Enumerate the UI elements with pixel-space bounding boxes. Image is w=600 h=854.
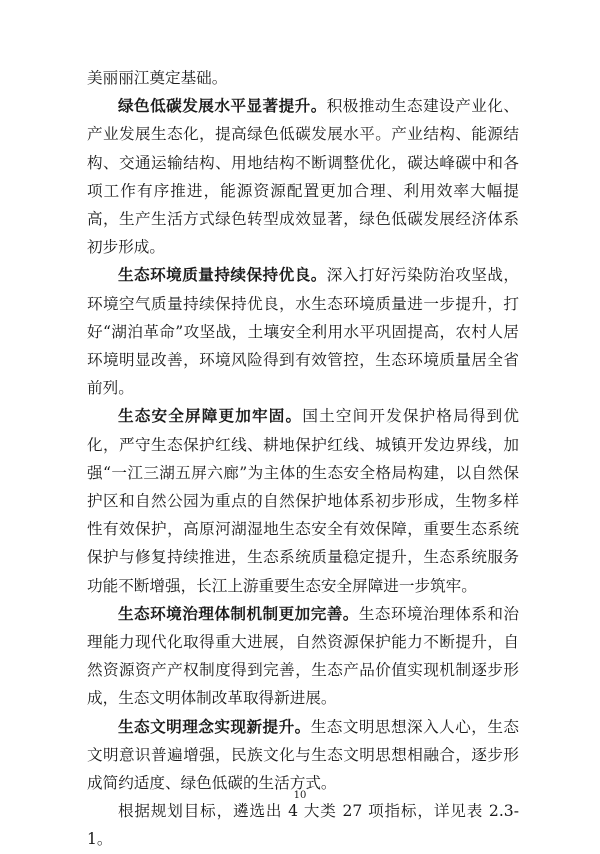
section-heading: 生态文明理念实现新提升。 [118, 716, 311, 736]
section-body: 深入打好污染防治攻坚战，环境空气质量持续保持优良，水生态环境质量进一步提升，打好“湖泊革命”攻坚战，土壤安全利用水平巩固提高，农村人居环境明显改善，环境风险得到有效管控，生态环境质量居全省前列。 [87, 266, 519, 398]
section-body: 积极推动生态建设产业化、产业发展生态化，提高绿色低碳发展水平。产业结构、能源结构、交通运输结构、用地结构不断调整优化，碳达峰碳中和各项工作有序推进，能源资源配置更加合理、利用效率大幅提高，生产生活方式绿色转型成效显著，绿色低碳发展经济体系初步形成。 [87, 97, 519, 257]
section-heading: 生态安全屏障更加牢固。 [118, 406, 303, 426]
section-paragraph-green-development [87, 92, 519, 261]
section-body: 国土空间开发保护格局得到优化，严守生态保护红线、耕地保护红线、城镇开发边界线，加强“一江三湖五屏六廊”为主体的生态安全格局构建，以自然保护区和自然公园为重点的自然保护地体系初步形成，生物多样性有效保护，高原河湖湿地生态安全有效保障，重要生态系统保护与修复持续推进，生态系统质量稳定提升，生态系统服务功能不断增强，长江上游重要生态安全屏障进一步筑牢。 [87, 407, 519, 595]
section-heading: 绿色低碳发展水平显著提升。 [118, 96, 327, 116]
section-paragraph-civilization-concept [87, 713, 519, 798]
section-paragraph-governance-mechanism [87, 600, 519, 713]
intro-paragraph: 美丽丽江奠定基础。 [87, 69, 228, 87]
section-paragraph-environment-quality [87, 261, 519, 402]
document-body [87, 64, 519, 854]
page-number: 10 [293, 790, 307, 801]
section-paragraph-ecological-security [87, 402, 519, 599]
section-body: 生态文明思想深入人心，生态文明意识普遍增强，民族文化与生态文明思想相融合，逐步形成简约适度、绿色低碳的生活方式。 [87, 717, 519, 793]
section-body: 生态环境治理体系和治理能力现代化取得重大进展，自然资源保护能力不断提升，自然资源资产产权制度得到完善，生态产品价值实现机制逐步形成，生态文明体制改革取得新进展。 [87, 604, 519, 708]
closing-paragraph: 根据规划目标，遴选出 4 大类 27 项指标，详见表 2.3-1。 [87, 802, 519, 849]
section-heading: 生态环境质量持续保持优良。 [118, 265, 327, 285]
section-heading: 生态环境治理体制机制更加完善。 [118, 603, 359, 623]
